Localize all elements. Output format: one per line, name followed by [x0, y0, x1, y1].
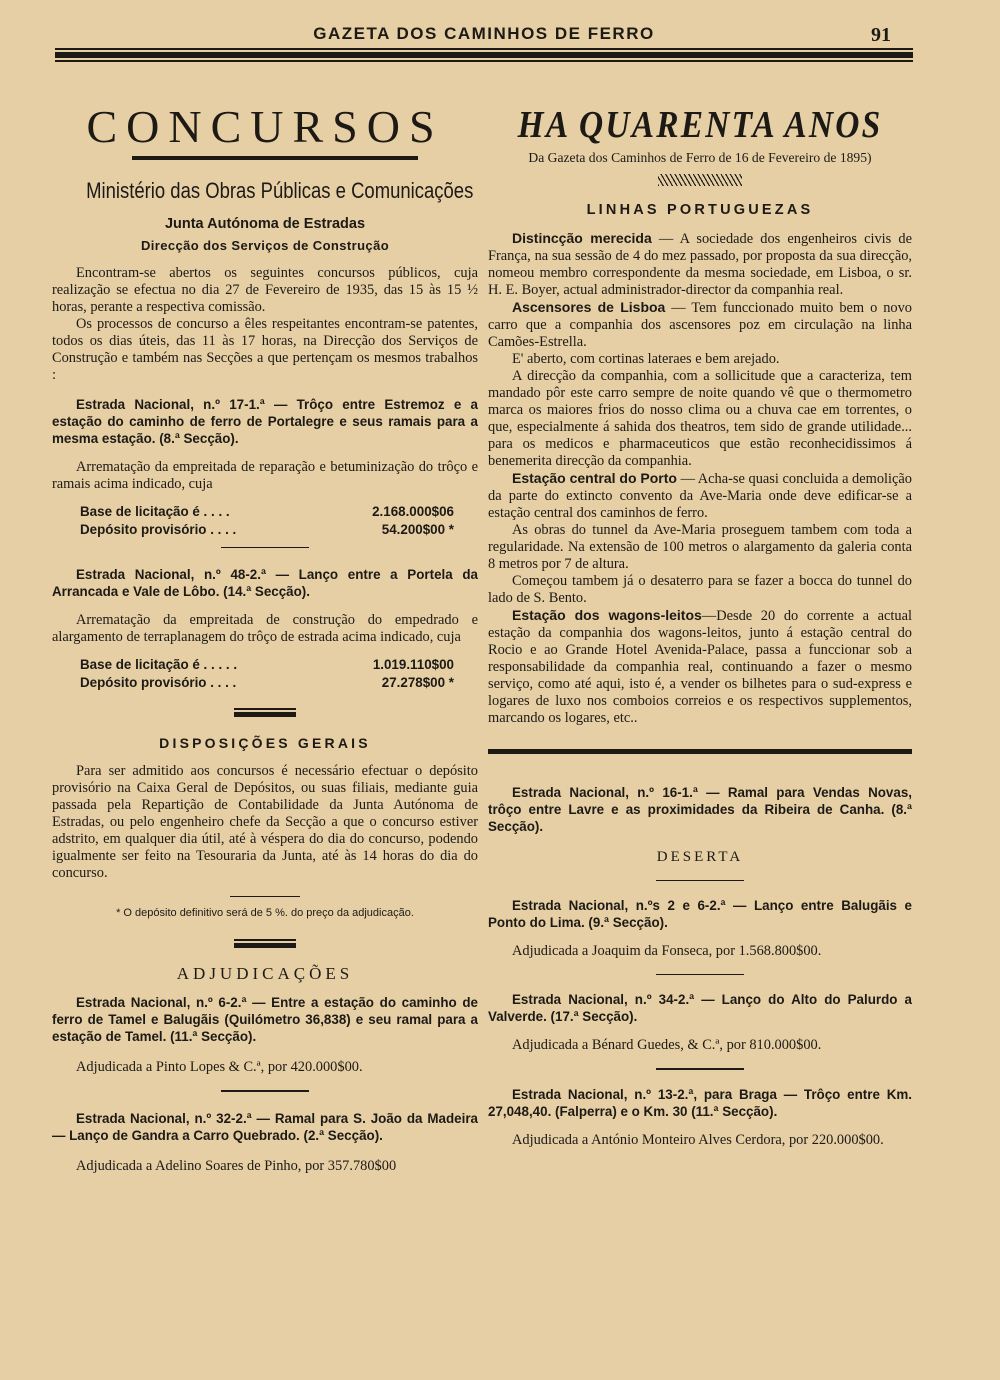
adjudicacao-2-title: Estrada Nacional, n.º 32-2.ª — Ramal para S. João da Madeira — Lanço de Gandra a Carro Quebrado. (2.ª Secção). — [52, 1110, 478, 1143]
header-rule-thin — [55, 48, 913, 50]
article-ascensores-lead: Ascensores de Lisboa — [512, 299, 666, 315]
article-distinccao — [488, 230, 912, 299]
separator-line — [656, 880, 744, 881]
concursos-title: CONCURSOS — [86, 101, 444, 152]
concurso-2-base-row — [52, 656, 478, 674]
title-underline — [132, 156, 418, 160]
deserta-label: DESERTA — [656, 849, 744, 865]
entry-2-6-text: Adjudicada a Joaquim da Fonseca, por 1.568.800$00. — [512, 943, 822, 960]
footnote: * O depósito definitivo será de 5 %. do preço da adjudicação. — [116, 907, 414, 920]
entry-16-title: Estrada Nacional, n.º 16-1.ª — Ramal para Vendas Novas, trôço entre Lavre e as proximidades da Ribeira de Canha. (8.ª Secção). — [488, 785, 912, 834]
header-rule-thin-bottom — [55, 60, 913, 62]
concurso-1-deposito-row — [52, 521, 478, 539]
concurso-2-base-value: 1.019.110$00 — [372, 657, 454, 673]
concurso-2-deposito-label: Depósito provisório . . . . — [80, 675, 237, 691]
article-wagons — [488, 607, 912, 727]
junta-heading: Junta Autónoma de Estradas — [164, 216, 366, 232]
article-paragraph: A direcção da companhia, com a sollicitude que a caracteriza, tem mandado pôr este carro sempre de noite quando vê que o thermometro marca os maiores frios do nosso clima ou a chuva cae em torrentes, o que, especialmente á sahida dos theatros, tem sido de grande utilidade... para os medicos e pharmaceuticos que estão reconhecidissimos á benemerita direcção da companhia. — [488, 368, 912, 469]
page-header — [55, 20, 913, 68]
intro-paragraph-2: Os processos de concurso a êles respeitantes encontram-se patentes, todos os dias úteis, das 11 às 17 horas, na Direcção dos Serviços de Construção e também nas Secções a que pertençam os mesmos trabalhos : — [52, 316, 478, 383]
left-column — [52, 101, 478, 1175]
article-distinccao-lead: Distincção merecida — [512, 230, 652, 246]
entry-13-text: Adjudicada a António Monteiro Alves Cerdora, por 220.000$00. — [512, 1131, 884, 1148]
entry-34-title: Estrada Nacional, n.º 34-2.ª — Lanço do Alto do Palurdo a Valverde. (17.ª Secção). — [488, 992, 912, 1025]
article-paragraph: E' aberto, com cortinas lateraes e bem arejado. — [512, 351, 780, 367]
hatched-ornament — [658, 174, 742, 186]
article-paragraph: As obras do tunnel da Ave-Maria proseguem tambem com toda a regularidade. Na extensão de 100 metros o alargamento da galeria conta 8 metros por 7 de altura. — [488, 522, 912, 572]
concurso-1-base-label: Base de licitação é . . . . — [80, 504, 230, 519]
adjudicacoes-heading: ADJUDICAÇÕES — [176, 964, 354, 984]
separator-line — [656, 1068, 744, 1069]
linhas-heading: LINHAS PORTUGUEZAS — [586, 202, 814, 218]
adjudicacao-1-title: Estrada Nacional, n.º 6-2.ª — Entre a estação do caminho de ferro de Tamel e Balugãis (Quilómetro 36,838) e seu ramal para a estação de Tamel. (11.ª Secção). — [52, 995, 478, 1045]
article-paragraph: Começou tambem já o desaterro para se fazer a bocca do tunnel do lado de S. Bento. — [488, 573, 912, 606]
article-distinccao-text: — A sociedade dos engenheiros civis de França, na sua sessão de 4 do mez passado, por proposta da sua direcção, nomeou membro correspondente da mesma sociedade, em Lisboa, o sr. H. E. Boyer, actual administrador-director da companhia real. — [488, 231, 912, 298]
masthead: GAZETA DOS CAMINHOS DE FERRO — [313, 24, 655, 43]
concurso-1-text: Arrematação da empreitada de reparação e betuminização do trôço e ramais acima indicado, cuja — [52, 459, 478, 492]
disposicoes-text: Para ser admitido aos concursos é necessário efectuar o depósito provisório na Caixa Geral de Depósitos, ou suas filiais, mediante guia passada pela Repartição de Contabilidade da Junta Autónoma de Estradas, ou pelo engenheiro chefe da Secção a que o concurso estiver adstrito, em qualquer dia útil, até à véspera do dia do concurso, podendo igualmente ser feito na Tesouraria da Junta, até às 14 horas do dia do concurso. — [52, 763, 478, 882]
article-ascensores — [488, 299, 912, 351]
column-separator — [488, 749, 912, 754]
concurso-2-deposito-value: 27.278$00 * — [381, 675, 454, 691]
separator-line — [221, 1090, 309, 1091]
adjudicacao-2-text: Adjudicada a Adelino Soares de Pinho, por 357.780$00 — [76, 1157, 397, 1174]
right-column — [488, 104, 912, 1149]
separator-line — [656, 974, 744, 975]
article-wagons-lead: Estação dos wagons-leitos — [512, 607, 702, 623]
separator-line — [221, 547, 309, 548]
entry-2-6-title: Estrada Nacional, n.ºs 2 e 6-2.ª — Lanço entre Balugãis e Ponto do Lima. (9.ª Secção). — [488, 898, 912, 931]
article-wagons-text: —Desde 20 do corrente a actual estação da companhia dos wagons-leitos, junto á estação central do Rocio e ao Grande Hotel Avenida-Palace, passa a funccionar sob a responsabilidade da companhia real, continuando a fazer o mesmo serviço, como até aqui, isto é, a vender os bilhetes para o sud-express e logares de luxo nos comboios correios e os respectivos supplementos, marcando os logares, etc.. — [488, 608, 912, 726]
source-line: Da Gazeta dos Caminhos de Ferro de 16 de Fevereiro de 1895) — [528, 150, 872, 165]
separator-block — [234, 939, 296, 948]
ministry-heading: Ministério das Obras Públicas e Comunicações — [86, 178, 474, 203]
concurso-2-title: Estrada Nacional, n.º 48-2.ª — Lanço entre a Portela da Arrancada e Vale de Lôbo. (14.ª Secção). — [52, 567, 478, 600]
concurso-1-base-row — [52, 503, 478, 521]
entry-13-title: Estrada Nacional, n.º 13-2.ª, para Braga — Trôço entre Km. 27,048,40. (Falperra) e o Km. 30 (11.ª Secção). — [488, 1086, 912, 1119]
article-porto — [488, 470, 912, 522]
concurso-1-deposito-value: 54.200$00 * — [381, 522, 454, 537]
article-porto-text: — Acha-se quasi concluida a demolição da parte do extincto convento da Ave-Maria onde deve edificar-se a estação central dos caminhos de ferro. — [488, 471, 912, 521]
concurso-2-deposito-row — [52, 674, 478, 692]
separator-block — [234, 708, 296, 717]
direccao-heading: Direcção dos Serviços de Construção — [140, 238, 390, 253]
concurso-2-text: Arrematação da empreitada de construção do empedrado e alargamento de terraplanagem do trôço de estrada acima indicado, cuja — [52, 612, 478, 646]
disposicoes-heading: DISPOSIÇÕES GERAIS — [159, 735, 371, 752]
adjudicacao-1-text: Adjudicada a Pinto Lopes & C.ª, por 420.000$00. — [76, 1059, 363, 1076]
concurso-1-deposito-label: Depósito provisório . . . . — [80, 522, 237, 537]
header-rule-thick — [55, 52, 913, 58]
ha-quarenta-anos-title: HA QUARENTA ANOS — [517, 104, 883, 146]
concurso-2-base-label: Base de licitação é . . . . . — [80, 657, 238, 673]
page-number: 91 — [871, 24, 891, 46]
article-porto-lead: Estação central do Porto — [512, 470, 677, 486]
intro-paragraph-1: Encontram-se abertos os seguintes concursos públicos, cuja realização se efectua no dia 27 de Fevereiro de 1935, das 15 às 15 ½ horas, perante a respectiva comissão. — [52, 265, 478, 315]
article-ascensores-text: — Tem funccionado muito bem o novo carro que a companhia dos ascensores poz em circulação na linha Camões-Estrella. — [488, 300, 912, 350]
entry-34-text: Adjudicada a Bénard Guedes, & C.ª, por 810.000$00. — [512, 1037, 822, 1054]
separator-line — [230, 896, 300, 897]
concurso-1-base-value: 2.168.000$06 — [372, 504, 454, 519]
concurso-1-title: Estrada Nacional, n.º 17-1.ª — Trôço entre Estremoz e a estação do caminho de ferro de Portalegre e seus ramais para a mesma estação. (8.ª Secção). — [52, 397, 478, 446]
